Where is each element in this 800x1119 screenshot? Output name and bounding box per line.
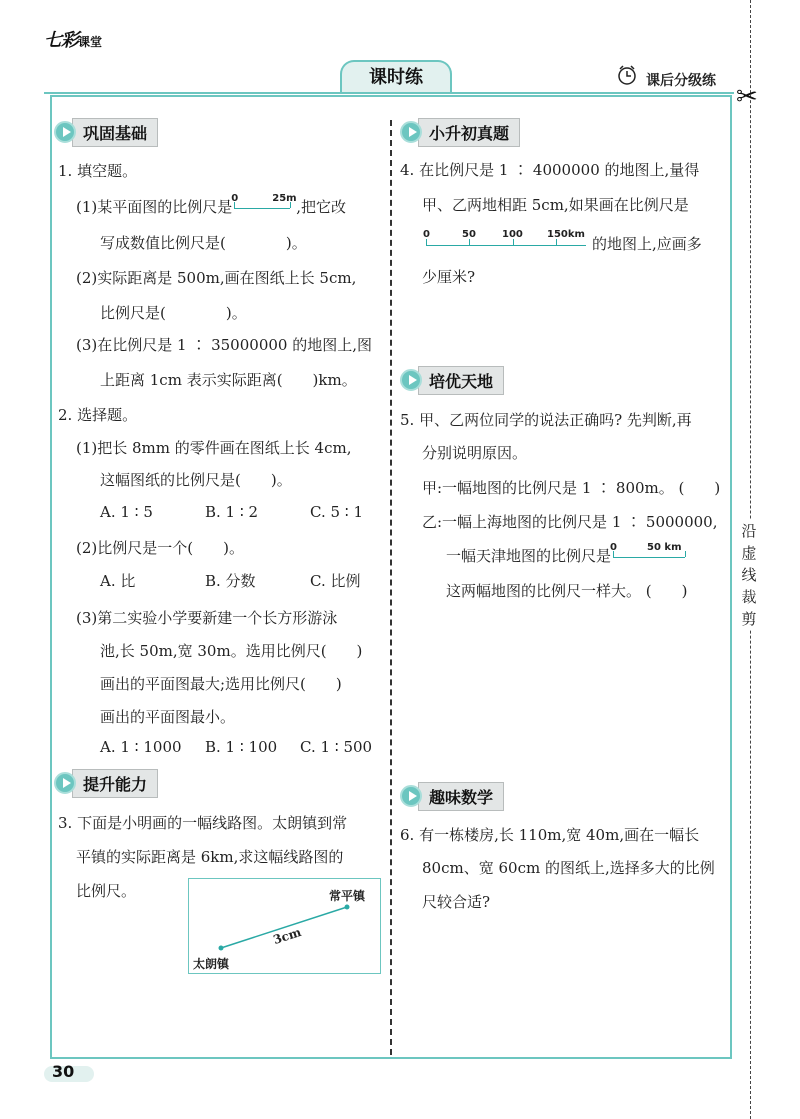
q4-line3: 0 50 100 150km 的地图上,应画多 xyxy=(423,229,702,253)
section-basic: 巩固基础 xyxy=(54,119,158,145)
scale-bar-50km: 0 50 km xyxy=(611,545,691,561)
q1-part2-line1: (2)实际距离是 500m,画在图纸上长 5cm, xyxy=(76,269,357,287)
q3-line1: 3. 下面是小明画的一幅线路图。太朗镇到常 xyxy=(58,814,348,832)
play-icon xyxy=(400,369,422,391)
q1-part1-line2: 写成数值比例尺是( )。 xyxy=(100,234,307,252)
scissors-icon: ✂ xyxy=(736,82,758,112)
q2-part2-option-c: C. 比例 xyxy=(310,572,361,590)
play-icon xyxy=(54,772,76,794)
q2-part3-line3: 画出的平面图最大;选用比例尺( ) xyxy=(100,675,342,693)
brand-logo: 七彩课堂 xyxy=(44,30,103,51)
practice-level-label: 课后分级练 xyxy=(646,73,716,89)
q6-line2: 80cm、宽 60cm 的图纸上,选择多大的比例 xyxy=(422,859,715,877)
play-icon xyxy=(400,121,422,143)
q1-part1-line1: (1)某平面图的比例尺是 0 25m ,把它改 xyxy=(76,193,347,216)
q2-part3-line4: 画出的平面图最小。 xyxy=(100,708,236,726)
section-improve: 提升能力 xyxy=(54,770,158,796)
q2-title: 2. 选择题。 xyxy=(58,406,138,424)
q1-part3-line1: (3)在比例尺是 1 ∶ 35000000 的地图上,图 xyxy=(76,336,372,354)
q2-part3-option-c: C. 1 ∶ 500 xyxy=(300,738,373,756)
q5-yi-line1: 乙:一幅上海地图的比例尺是 1 ∶ 5000000, xyxy=(422,513,718,531)
header-divider xyxy=(44,92,734,94)
q5-line2: 分别说明原因。 xyxy=(422,444,528,462)
town-tailang: 太朗镇 xyxy=(193,957,230,971)
q1-title: 1. 填空题。 xyxy=(58,162,138,180)
q5-yi-line2: 一幅天津地图的比例尺是 0 50 km xyxy=(446,545,691,566)
q2-part3-line1: (3)第二实验小学要新建一个长方形游泳 xyxy=(76,609,338,627)
q2-part2-line1: (2)比例尺是一个( )。 xyxy=(76,539,244,557)
route-distance-label: 3cm xyxy=(271,924,303,948)
column-divider xyxy=(390,120,392,1055)
cut-instruction: 沿 虚 线 裁 剪 xyxy=(741,522,757,628)
section-fun-math: 趣味数学 xyxy=(400,783,504,809)
play-icon xyxy=(400,785,422,807)
q2-part1-option-b: B. 1 ∶ 2 xyxy=(205,503,259,521)
q5-jia-statement: 甲:一幅地图的比例尺是 1 ∶ 800m。 ( ) xyxy=(422,479,721,497)
q2-part2-option-a: A. 比 xyxy=(100,572,136,590)
q3-line3: 比例尺。 xyxy=(76,882,137,900)
q2-part3-line2: 池,长 50m,宽 30m。选用比例尺( ) xyxy=(100,642,363,660)
q6-line1: 6. 有一栋楼房,长 110m,宽 40m,画在一幅长 xyxy=(400,826,700,844)
section-advanced: 培优天地 xyxy=(400,367,504,393)
play-icon xyxy=(54,121,76,143)
scale-bar-25m: 0 25m xyxy=(232,196,296,212)
route-map xyxy=(188,878,381,974)
q2-part3-option-b: B. 1 ∶ 100 xyxy=(205,738,278,756)
q4-line1: 4. 在比例尺是 1 ∶ 4000000 的地图上,量得 xyxy=(400,161,700,179)
q2-part1-line1: (1)把长 8mm 的零件画在图纸上长 4cm, xyxy=(76,439,352,457)
q2-part1-option-a: A. 1 ∶ 5 xyxy=(100,503,153,521)
q5-yi-line3: 这两幅地图的比例尺一样大。 ( ) xyxy=(446,582,688,600)
q2-part1-line2: 这幅图纸的比例尺是( )。 xyxy=(100,471,292,489)
q2-part1-option-c: C. 5 ∶ 1 xyxy=(310,503,364,521)
q3-line2: 平镇的实际距离是 6km,求这幅线路图的 xyxy=(76,848,344,866)
q4-line2: 甲、乙两地相距 5cm,如果画在比例尺是 xyxy=(422,196,689,214)
q5-line1: 5. 甲、乙两位同学的说法正确吗? 先判断,再 xyxy=(400,411,692,429)
q2-part2-option-b: B. 分数 xyxy=(205,572,256,590)
page-title: 课时练 xyxy=(340,60,452,94)
scale-bar-150km: 0 50 100 150km xyxy=(422,231,592,249)
section-exam: 小升初真题 xyxy=(400,119,520,145)
page-number: 30 xyxy=(52,1062,75,1081)
town-changping: 常平镇 xyxy=(329,889,366,903)
q1-part2-line2: 比例尺是( )。 xyxy=(100,304,247,322)
q2-part3-option-a: A. 1 ∶ 1000 xyxy=(100,738,182,756)
q6-line3: 尺较合适? xyxy=(422,893,491,911)
alarm-clock-icon xyxy=(616,64,638,86)
q4-line4: 少厘米? xyxy=(422,268,476,286)
q1-part3-line2: 上距离 1cm 表示实际距离( )km。 xyxy=(100,371,357,389)
